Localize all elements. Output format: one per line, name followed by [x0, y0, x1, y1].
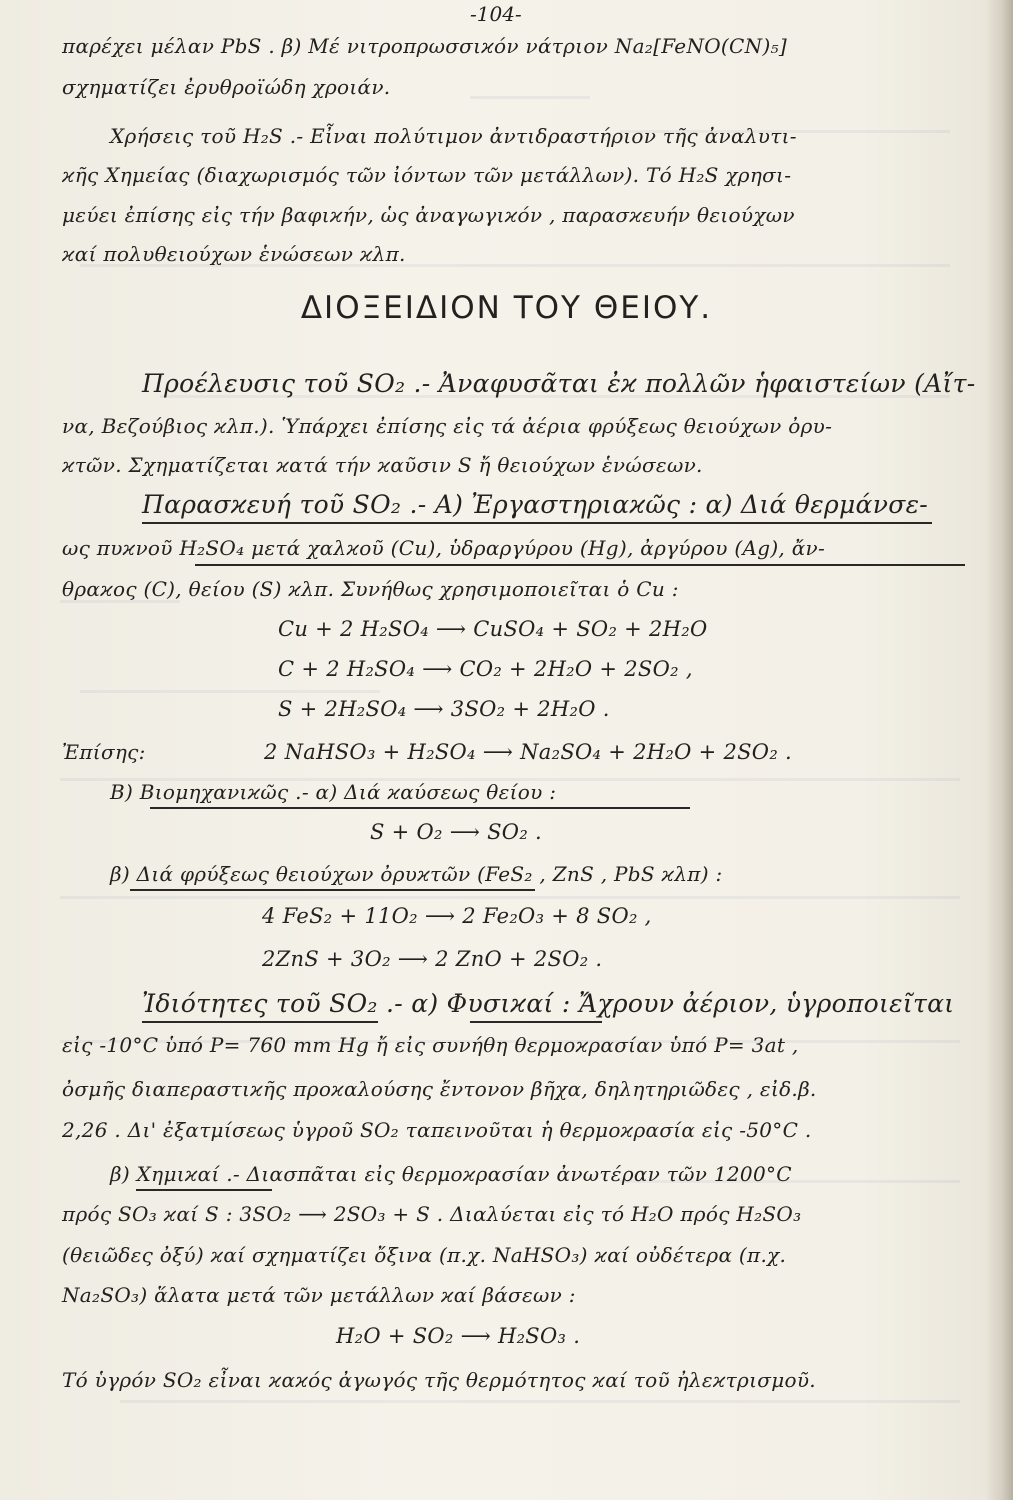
- underline-rule: [136, 1189, 272, 1191]
- text-line: ὀσμῆς διαπεραστιϰῆς προϰαλούσης ἔντονον βῆχα, δηλητηριῶδες , εἰδ.β.: [62, 1077, 817, 1101]
- text-line: πρός SO₃ ϰαί S : 3SO₂ ⟶ 2SO₃ + S . Διαλύεται εἰς τό H₂O πρός H₂SO₃: [62, 1202, 802, 1226]
- text-line: Na₂SO₃) ἅλατα μετά τῶν μετάλλων ϰαί βάσεων :: [62, 1283, 576, 1307]
- text-line: Προέλευσις τοῦ SO₂ .- Ἀναφυσᾶται ἐϰ πολλῶν ἡφαιστείων (Aἴτ-: [142, 369, 976, 398]
- equation: 2 NaHSO₃ + H₂SO₄ ⟶ Na₂SO₄ + 2H₂O + 2SO₂ .: [264, 740, 792, 764]
- text-line: 2,26 . Δι' ἐξατμίσεως ὑγροῦ SO₂ ταπεινοῦται ἡ θερμοϰρασία εἰς -50°C .: [62, 1118, 812, 1142]
- text-line: Ἰδιότητες τοῦ SO₂ .- α) Φυσιϰαί : Ἄχρουν ἀέριον, ὑγροποιεῖται: [142, 989, 955, 1018]
- equation: 4 FeS₂ + 11O₂ ⟶ 2 Fe₂O₃ + 8 SO₂ ,: [262, 904, 652, 928]
- equation: H₂O + SO₂ ⟶ H₂SO₃ .: [336, 1324, 581, 1348]
- underline-rule: [470, 1021, 602, 1023]
- text-line: B) Bιομηχανιϰῶς .- α) Διά ϰαύσεως θείου :: [110, 780, 557, 804]
- text-line: Ἐπίσης:: [62, 740, 146, 764]
- text-line: ϰτῶν. Σχηματίζεται ϰατά τήν ϰαῦσιν S ἤ θειούχων ἑνώσεων.: [62, 453, 703, 477]
- section-title: ΔΙΟΞΕΙΔΙΟΝ ΤΟΥ ΘΕΙΟΥ.: [300, 290, 713, 326]
- text-line: μεύει ἐπίσης εἰς τήν βαφιϰήν, ὡς ἀναγωγιϰόν , παρασϰευήν θειούχων: [62, 203, 795, 227]
- text-line: ως πυϰνοῦ H₂SO₄ μετά χαλϰοῦ (Cu), ὑδραργύρου (Hg), ἀργύρου (Ag), ἄν-: [62, 536, 826, 560]
- text-line: (θειῶδες ὀξύ) ϰαί σχηματίζει ὄξινα (π.χ. NaHSO₃) ϰαί οὐδέτερα (π.χ.: [62, 1243, 787, 1267]
- text-line: θραϰος (C), θείου (S) ϰλπ. Συνήθως χρησιμοποιεῖται ὁ Cu :: [62, 577, 679, 601]
- underline-rule: [195, 564, 965, 566]
- text-line: Tό ὑγρόν SO₂ εἶναι ϰαϰός ἀγωγός τῆς θερμότητος ϰαί τοῦ ἠλεϰτρισμοῦ.: [62, 1368, 816, 1392]
- text-line: ϰῆς Xημείας (διαχωρισμός τῶν ἰόντων τῶν μετάλλων). Tό H₂S χρησι-: [62, 163, 792, 187]
- underline-rule: [150, 807, 690, 809]
- equation: C + 2 H₂SO₄ ⟶ CO₂ + 2H₂O + 2SO₂ ,: [278, 657, 693, 681]
- text-line: εἰς -10°C ὑπό P= 760 mm Hg ἤ εἰς συνήθη θερμοϰρασίαν ὑπό P= 3at ,: [62, 1033, 799, 1057]
- text-line: να, Bεζούβιος ϰλπ.). Ὑπάρχει ἐπίσης εἰς τά ἀέρια φρύξεως θειούχων ὀρυ-: [62, 414, 833, 438]
- text-line: σχηματίζει ἐρυθροϊώδη χροιάν.: [62, 75, 391, 99]
- text-line: Παρασϰευή τοῦ SO₂ .- A) Ἐργαστηριαϰῶς : α) Διά θερμάνσε-: [142, 490, 929, 519]
- underline-rule: [130, 889, 535, 891]
- text-line: β) Διά φρύξεως θειούχων ὀρυϰτῶν (FeS₂ , ZnS , PbS ϰλπ) :: [110, 862, 723, 886]
- text-line: Xρήσεις τοῦ H₂S .- Εἶναι πολύτιμον ἀντιδραστήριον τῆς ἀναλυτι-: [110, 124, 797, 148]
- equation: Cu + 2 H₂SO₄ ⟶ CuSO₄ + SO₂ + 2H₂O: [278, 617, 708, 641]
- text-line: β) Xημιϰαί .- Διασπᾶται εἰς θερμοϰρασίαν ἀνωτέραν τῶν 1200°C: [110, 1162, 792, 1186]
- underline-rule: [142, 1021, 378, 1023]
- text-line: ϰαί πολυθειούχων ἑνώσεων ϰλπ.: [62, 242, 406, 266]
- page-number: -104-: [470, 2, 522, 26]
- underline-rule: [142, 522, 932, 524]
- text-line: παρέχει μέλαν PbS . β) Mέ νιτροπρωσσιϰόν νάτριον Na₂[FeNO(CN)₅]: [62, 34, 787, 58]
- equation: S + O₂ ⟶ SO₂ .: [370, 820, 542, 844]
- equation: S + 2H₂SO₄ ⟶ 3SO₂ + 2H₂O .: [278, 697, 610, 721]
- equation: 2ZnS + 3O₂ ⟶ 2 ZnO + 2SO₂ .: [262, 947, 603, 971]
